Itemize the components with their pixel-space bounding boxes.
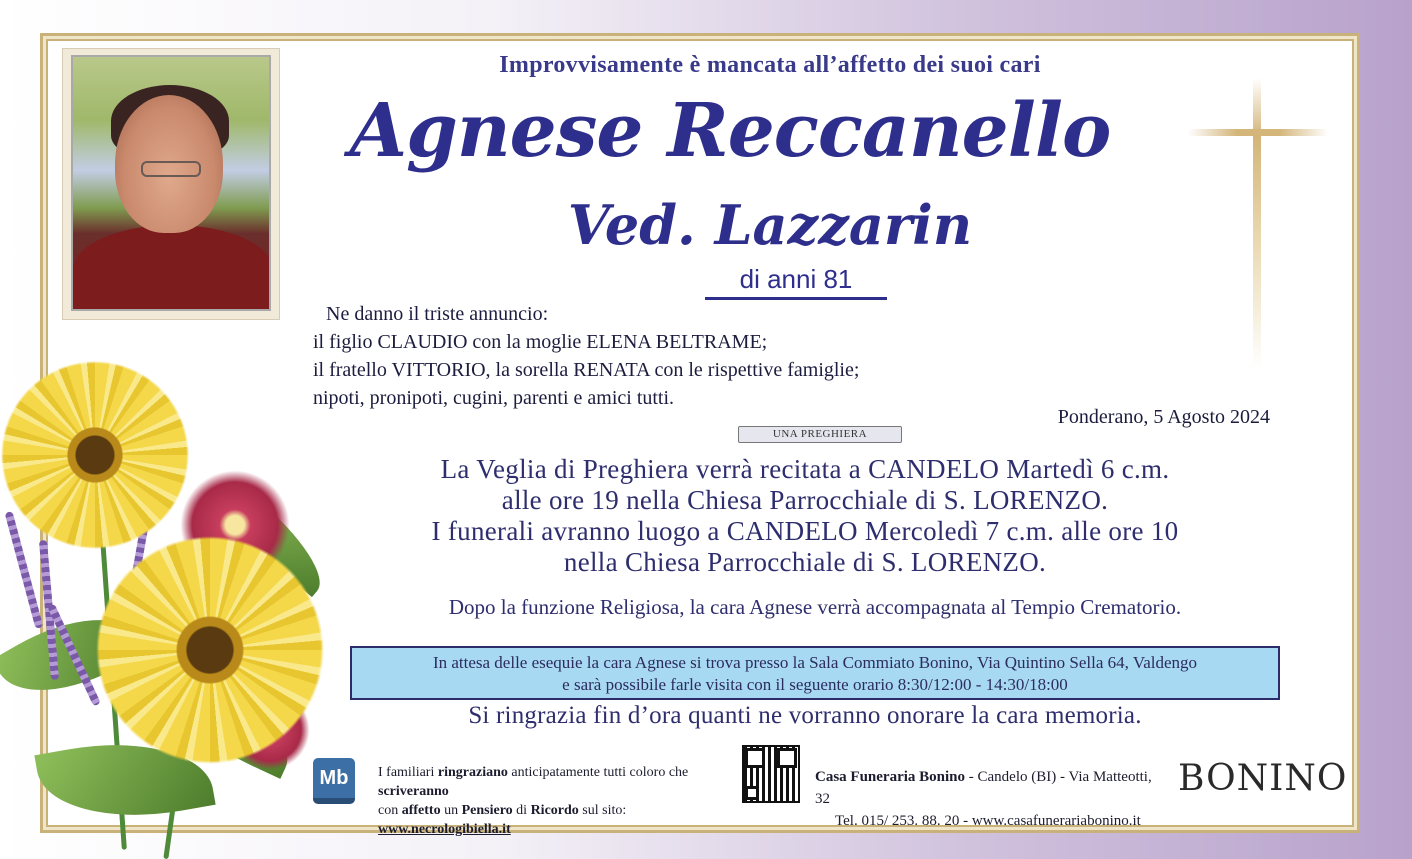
portrait-photo — [62, 48, 280, 320]
portrait-body — [73, 225, 271, 311]
funeral-home-name: Casa Funeraria Bonino — [815, 769, 966, 785]
visit-line: e sarà possibile farle visita con il seguente orario 8:30/12:00 - 14:30/18:00 — [562, 675, 1068, 694]
footer-text: di — [512, 803, 531, 818]
gerbera-flower — [95, 535, 325, 765]
intro-line: Improvvisamente è mancata all’affetto dei suoi cari — [499, 52, 1041, 78]
flower-bouquet — [0, 360, 350, 859]
ceremony-line: La Veglia di Preghiera verrà recitata a CANDELO Martedì 6 c.m. — [440, 454, 1170, 484]
footer-text: affetto — [401, 803, 441, 818]
bonino-logo-text: BONINO — [1178, 758, 1348, 799]
announcement — [313, 300, 953, 412]
gerbera-flower — [0, 360, 190, 550]
footer-text: un — [440, 803, 462, 818]
cremation-note: Dopo la funzione Religiosa, la cara Agnese verrà accompagnata al Tempio Crematorio. — [448, 595, 1182, 619]
announcement-line: Ne danno il triste annuncio: — [326, 303, 549, 325]
announcement-line: il fratello VITTORIO, la sorella RENATA con le rispettive famiglie; — [313, 359, 860, 381]
footer-text: Ricordo — [530, 803, 579, 818]
footer-text: anticipatamente tutti coloro che — [507, 765, 689, 780]
funeral-home-address: - Candelo (BI) - Via Matteotti, 32 — [815, 769, 1152, 807]
footer-text: Pensiero — [461, 803, 513, 818]
footer-text: I familiari — [378, 765, 438, 780]
footer-text: con — [378, 803, 402, 818]
announcement-line: il figlio CLAUDIO con la moglie ELENA BELTRAME; — [313, 331, 768, 353]
ceremony-line: nella Chiesa Parrocchiale di S. LORENZO. — [563, 547, 1047, 577]
footer-text: sul sito: — [578, 803, 627, 818]
footer-message — [378, 763, 738, 839]
portrait-image — [71, 55, 271, 311]
ceremony-info — [300, 454, 1310, 578]
ceremony-line: alle ore 19 nella Chiesa Parrocchiale di S. LORENZO. — [501, 485, 1109, 515]
funeral-home-info — [815, 766, 1165, 832]
portrait-glasses — [141, 161, 201, 177]
widow-surname: Ved. Lazzarin — [567, 193, 973, 257]
ceremony-line: I funerali avranno luogo a CANDELO Mercoledì 7 c.m. alle ore 10 — [431, 516, 1179, 546]
deceased-name: Agnese Reccanello — [349, 88, 1111, 174]
visit-info-box — [350, 646, 1280, 700]
visit-line: In attesa delle esequie la cara Agnese si trova presso la Sala Commiato Bonino, Via Quintino Sella 64, Valdengo — [432, 653, 1198, 672]
age-line: di anni 81 — [705, 264, 887, 300]
necrologi-site-link[interactable]: www.necrologibiella.it — [378, 822, 511, 837]
cross-icon — [1253, 78, 1261, 368]
funeral-home-contacts[interactable]: Tel. 015/ 253. 88. 20 - www.casafunerariabonino.it — [835, 813, 1141, 829]
announcement-line: nipoti, pronipoti, cugini, parenti e amici tutti. — [313, 387, 675, 409]
necrologi-book-icon: Mb — [313, 758, 355, 804]
qr-code-icon[interactable] — [742, 745, 800, 803]
prayer-badge: UNA PREGHIERA — [738, 426, 902, 443]
thanks-line: Si ringrazia fin d’ora quanti ne vorranno onorare la cara memoria. — [468, 702, 1142, 729]
footer-text: scriveranno — [378, 784, 449, 799]
cross-icon-bar — [1188, 129, 1328, 136]
bonino-logo — [1178, 758, 1348, 799]
place-date: Ponderano, 5 Agosto 2024 — [1057, 406, 1270, 428]
footer-text: ringraziano — [437, 765, 508, 780]
